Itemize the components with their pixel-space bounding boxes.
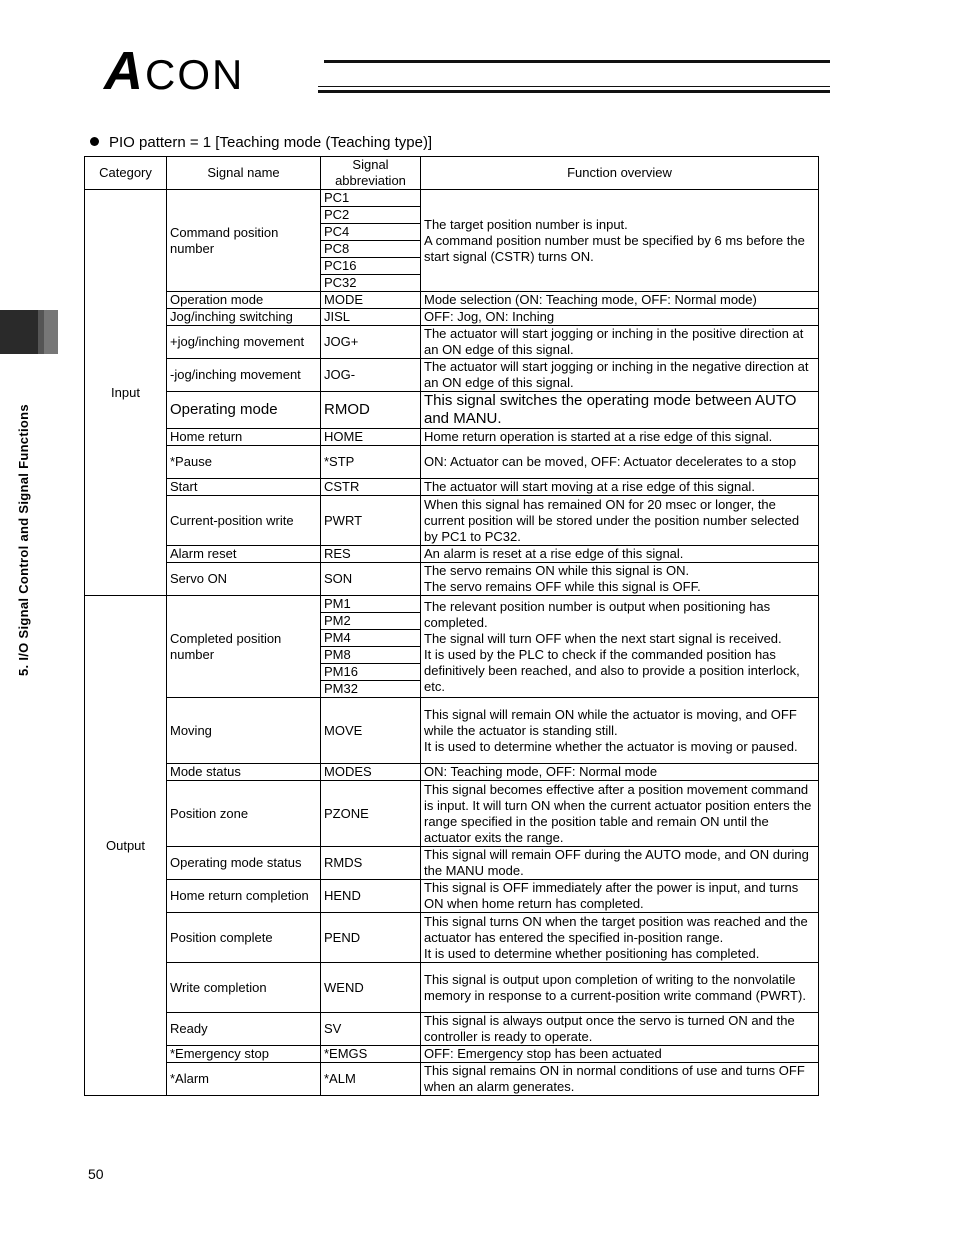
signal-name-cell: -jog/inching movement — [167, 359, 321, 392]
logo-rule-thin — [318, 86, 830, 87]
function-cell: This signal becomes effective after a position movement command is input. It will turn ON when the current actuator position enters the range specified in the position table and remain ON until the actuator exits the range. — [421, 781, 819, 847]
table-row — [85, 309, 819, 326]
function-cell: The actuator will start jogging or inching in the negative direction at an ON edge of this signal. — [421, 359, 819, 392]
abbreviation-cell: JOG- — [321, 359, 421, 392]
table-row — [85, 963, 819, 1013]
signal-name-cell: Operation mode — [167, 292, 321, 309]
abbreviation-cell: PM2 — [321, 613, 421, 630]
table-row — [85, 880, 819, 913]
logo-rule — [324, 60, 830, 63]
signal-name-cell: Home return — [167, 429, 321, 446]
category-cell: Input — [85, 190, 167, 596]
abbreviation-cell: PEND — [321, 913, 421, 963]
signal-name-cell: *Pause — [167, 446, 321, 479]
abbreviation-cell: PZONE — [321, 781, 421, 847]
signal-name-cell: Operating mode — [167, 392, 321, 429]
signal-name-cell: Operating mode status — [167, 847, 321, 880]
function-cell: This signal will remain ON while the actuator is moving, and OFF while the actuator is standing still. It is used to determine whether the actuator is moving or paused. — [421, 698, 819, 764]
abbreviation-cell: RES — [321, 546, 421, 563]
function-cell: This signal is OFF immediately after the power is input, and turns ON when home return has completed. — [421, 880, 819, 913]
function-cell: When this signal has remained ON for 20 msec or longer, the current position will be stored under the position number selected by PC1 to PC32. — [421, 496, 819, 546]
table-row — [85, 698, 819, 764]
signal-name-cell: Servo ON — [167, 563, 321, 596]
abbreviation-cell: CSTR — [321, 479, 421, 496]
abbreviation-cell: MOVE — [321, 698, 421, 764]
table-row — [85, 781, 819, 847]
abbreviation-cell: PC32 — [321, 275, 421, 292]
abbreviation-cell: WEND — [321, 963, 421, 1013]
signal-name-cell: Start — [167, 479, 321, 496]
table-body — [85, 190, 819, 1096]
abbreviation-cell: MODE — [321, 292, 421, 309]
function-cell: This signal is always output once the servo is turned ON and the controller is ready to operate. — [421, 1013, 819, 1046]
table-row — [85, 446, 819, 479]
table-row — [85, 359, 819, 392]
signal-name-cell: +jog/inching movement — [167, 326, 321, 359]
bullet-icon — [90, 137, 99, 146]
signal-name-cell: *Emergency stop — [167, 1046, 321, 1063]
table-row — [85, 429, 819, 446]
abbreviation-cell: PC8 — [321, 241, 421, 258]
function-cell: The relevant position number is output when positioning has completed. The signal will turn OFF when the next start signal is received. It is used by the PLC to check if the commanded position has definitively been reached, and also to provide a position interlock, etc. — [421, 596, 819, 698]
abbreviation-cell: RMDS — [321, 847, 421, 880]
table-row — [85, 596, 819, 613]
table-row — [85, 190, 819, 207]
table-row — [85, 1046, 819, 1063]
acon-logo — [104, 41, 830, 101]
abbreviation-cell: SON — [321, 563, 421, 596]
table-row — [85, 292, 819, 309]
table-row — [85, 913, 819, 963]
function-cell: ON: Actuator can be moved, OFF: Actuator decelerates to a stop — [421, 446, 819, 479]
abbreviation-cell: PC4 — [321, 224, 421, 241]
header-category: Category — [85, 157, 167, 190]
table-header-row — [85, 157, 819, 190]
chapter-side-label: 5. I/O Signal Control and Signal Functions — [16, 404, 31, 676]
abbreviation-cell: *EMGS — [321, 1046, 421, 1063]
abbreviation-cell: HEND — [321, 880, 421, 913]
section-heading — [90, 134, 432, 151]
table-row — [85, 764, 819, 781]
section-heading-text: PIO pattern = 1 [Teaching mode (Teaching type)] — [109, 134, 433, 151]
table-row — [85, 479, 819, 496]
logo-letter-a: A — [104, 41, 145, 101]
function-cell: Home return operation is started at a rise edge of this signal. — [421, 429, 819, 446]
table-row — [85, 326, 819, 359]
abbreviation-cell: RMOD — [321, 392, 421, 429]
table-row — [85, 1013, 819, 1046]
signal-name-cell: *Alarm — [167, 1063, 321, 1096]
function-cell: The servo remains ON while this signal is ON. The servo remains OFF while this signal is OFF. — [421, 563, 819, 596]
function-cell: ON: Teaching mode, OFF: Normal mode — [421, 764, 819, 781]
signal-name-cell: Write completion — [167, 963, 321, 1013]
category-cell: Output — [85, 596, 167, 1096]
function-cell: Mode selection (ON: Teaching mode, OFF: Normal mode) — [421, 292, 819, 309]
table-row — [85, 563, 819, 596]
header-abbreviation: Signal abbreviation — [321, 157, 421, 190]
header-signal-name: Signal name — [167, 157, 321, 190]
abbreviation-cell: HOME — [321, 429, 421, 446]
function-cell: An alarm is reset at a rise edge of this signal. — [421, 546, 819, 563]
table-row — [85, 847, 819, 880]
function-cell: This signal will remain OFF during the AUTO mode, and ON during the MANU mode. — [421, 847, 819, 880]
abbreviation-cell: *ALM — [321, 1063, 421, 1096]
abbreviation-cell: PC1 — [321, 190, 421, 207]
table-row — [85, 546, 819, 563]
signal-name-cell: Position zone — [167, 781, 321, 847]
chapter-tab-marker — [0, 310, 58, 354]
function-cell: The actuator will start moving at a rise edge of this signal. — [421, 479, 819, 496]
abbreviation-cell: PM1 — [321, 596, 421, 613]
abbreviation-cell: PC16 — [321, 258, 421, 275]
signal-name-cell: Completed position number — [167, 596, 321, 698]
abbreviation-cell: PM8 — [321, 647, 421, 664]
signal-name-cell: Moving — [167, 698, 321, 764]
function-cell: OFF: Emergency stop has been actuated — [421, 1046, 819, 1063]
function-cell: OFF: Jog, ON: Inching — [421, 309, 819, 326]
table-row — [85, 1063, 819, 1096]
page-number: 50 — [88, 1166, 104, 1182]
signal-name-cell: Jog/inching switching — [167, 309, 321, 326]
abbreviation-cell: PC2 — [321, 207, 421, 224]
function-cell: This signal remains ON in normal conditions of use and turns OFF when an alarm generates. — [421, 1063, 819, 1096]
signal-name-cell: Alarm reset — [167, 546, 321, 563]
abbreviation-cell: PWRT — [321, 496, 421, 546]
function-cell: The actuator will start jogging or inching in the positive direction at an ON edge of this signal. — [421, 326, 819, 359]
function-cell: This signal turns ON when the target position was reached and the actuator has entered the specified in-position range. It is used to determine whether positioning has completed. — [421, 913, 819, 963]
abbreviation-cell: PM16 — [321, 664, 421, 681]
logo-rule-bottom — [318, 90, 830, 93]
signal-name-cell: Current-position write — [167, 496, 321, 546]
abbreviation-cell: MODES — [321, 764, 421, 781]
signal-table — [84, 156, 819, 1096]
signal-name-cell: Command position number — [167, 190, 321, 292]
logo-letters-con: CON — [145, 51, 245, 98]
function-cell: This signal switches the operating mode between AUTO and MANU. — [421, 392, 819, 429]
header-function: Function overview — [421, 157, 819, 190]
abbreviation-cell: JOG+ — [321, 326, 421, 359]
signal-name-cell: Mode status — [167, 764, 321, 781]
abbreviation-cell: JISL — [321, 309, 421, 326]
signal-name-cell: Home return completion — [167, 880, 321, 913]
signal-name-cell: Ready — [167, 1013, 321, 1046]
abbreviation-cell: SV — [321, 1013, 421, 1046]
logo-text — [104, 41, 245, 101]
table-row — [85, 496, 819, 546]
abbreviation-cell: *STP — [321, 446, 421, 479]
table-row — [85, 392, 819, 429]
abbreviation-cell: PM32 — [321, 681, 421, 698]
abbreviation-cell: PM4 — [321, 630, 421, 647]
function-cell: The target position number is input. A command position number must be specified by 6 ms before the start signal (CSTR) turns ON. — [421, 190, 819, 292]
function-cell: This signal is output upon completion of writing to the nonvolatile memory in response to a current-position write command (PWRT). — [421, 963, 819, 1013]
signal-name-cell: Position complete — [167, 913, 321, 963]
